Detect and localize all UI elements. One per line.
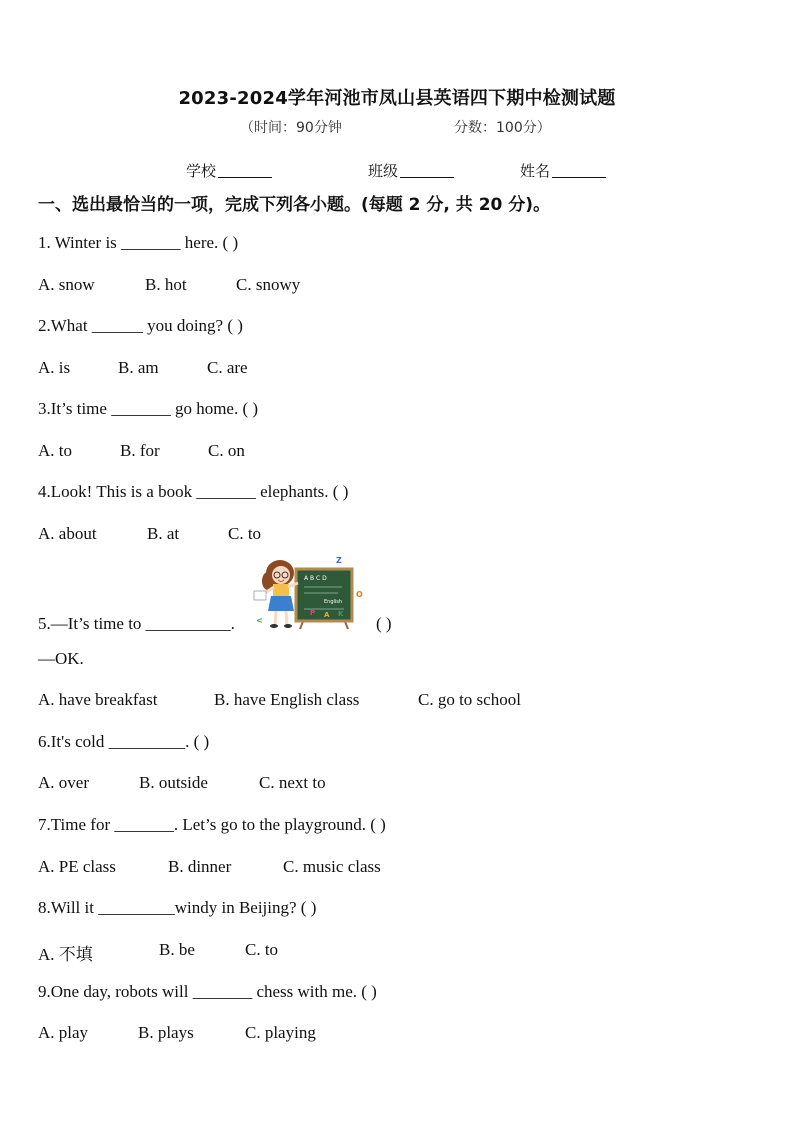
q6-option-b[interactable]: B. outside (139, 773, 208, 792)
q6-option-a[interactable]: A. over (38, 773, 89, 792)
class-field[interactable] (368, 160, 454, 181)
q3-option-c[interactable]: C. on (208, 441, 245, 460)
letter-a: A (324, 611, 330, 619)
question-5: 5.—It’s time to __________. (38, 614, 235, 633)
q8-option-c[interactable]: C. to (245, 940, 279, 959)
q9-option-a[interactable]: A. play (38, 1023, 89, 1042)
q1-option-a[interactable]: A. snow (38, 275, 95, 294)
name-blank[interactable] (552, 163, 606, 178)
q7-option-a[interactable]: A. PE class (38, 857, 116, 876)
school-blank[interactable] (218, 163, 272, 178)
letter-z: Z (336, 556, 342, 565)
q2-option-b[interactable]: B. am (118, 358, 159, 377)
letter-arrow: < (256, 616, 263, 625)
class-label: 班级 (368, 162, 399, 180)
q2-option-c[interactable]: C. are (207, 358, 248, 377)
q5-option-c[interactable]: C. go to school (418, 690, 521, 709)
q8-option-a[interactable]: A. 不填 (38, 945, 93, 964)
letter-p: P (310, 609, 316, 617)
school-field[interactable] (186, 160, 272, 181)
q3-option-b[interactable]: B. for (120, 441, 160, 460)
q8-option-b[interactable]: B. be (159, 940, 195, 959)
question-5-reply: —OK. (38, 649, 84, 668)
q6-option-c[interactable]: C. next to (259, 773, 326, 792)
teacher-blackboard-illustration (252, 553, 364, 631)
q4-option-b[interactable]: B. at (147, 524, 180, 543)
q5-option-a[interactable]: A. have breakfast (38, 690, 158, 709)
q9-option-c[interactable]: C. playing (245, 1023, 316, 1042)
board-word: English (324, 599, 343, 605)
question-8: 8.Will it _________windy in Beijing? ( ) (38, 898, 317, 917)
section-heading: 一、选出最恰当的一项，完成下列各小题。(每题 2 分, 共 20 分)。 (38, 195, 551, 215)
q7-option-b[interactable]: B. dinner (168, 857, 232, 876)
q4-option-a[interactable]: A. about (38, 524, 97, 543)
question-1: 1. Winter is _______ here. ( ) (38, 233, 239, 252)
page-title: 2023-2024学年河池市凤山县英语四下期中检测试题 (178, 88, 616, 109)
q9-option-b[interactable]: B. plays (138, 1023, 194, 1042)
question-5-answer-paren: ( ) (376, 614, 392, 633)
q7-option-c[interactable]: C. music class (283, 857, 381, 876)
name-field[interactable] (520, 160, 606, 181)
q5-option-b[interactable]: B. have English class (214, 690, 360, 709)
q2-option-a[interactable]: A. is (38, 358, 71, 377)
q3-option-a[interactable]: A. to (38, 441, 72, 460)
letter-o: O (356, 590, 363, 599)
question-2: 2.What ______ you doing? ( ) (38, 316, 243, 335)
name-label: 姓名 (520, 162, 551, 180)
letter-k: K (338, 610, 344, 618)
question-9: 9.One day, robots will _______ chess with me. ( ) (38, 982, 377, 1001)
score-info: 分数：100分） (454, 120, 551, 136)
question-7: 7.Time for _______. Let’s go to the playground. ( ) (38, 815, 386, 834)
q1-option-b[interactable]: B. hot (145, 275, 187, 294)
q1-option-c[interactable]: C. snowy (236, 275, 301, 294)
question-4: 4.Look! This is a book _______ elephants. ( ) (38, 482, 349, 501)
question-6: 6.It's cold _________. ( ) (38, 732, 210, 751)
q4-option-c[interactable]: C. to (228, 524, 262, 543)
class-blank[interactable] (400, 163, 454, 178)
board-letters: A B C D (304, 575, 327, 582)
question-3: 3.It’s time _______ go home. ( ) (38, 399, 259, 418)
time-info: （时间：90分钟 (240, 120, 342, 136)
school-label: 学校 (186, 162, 217, 180)
